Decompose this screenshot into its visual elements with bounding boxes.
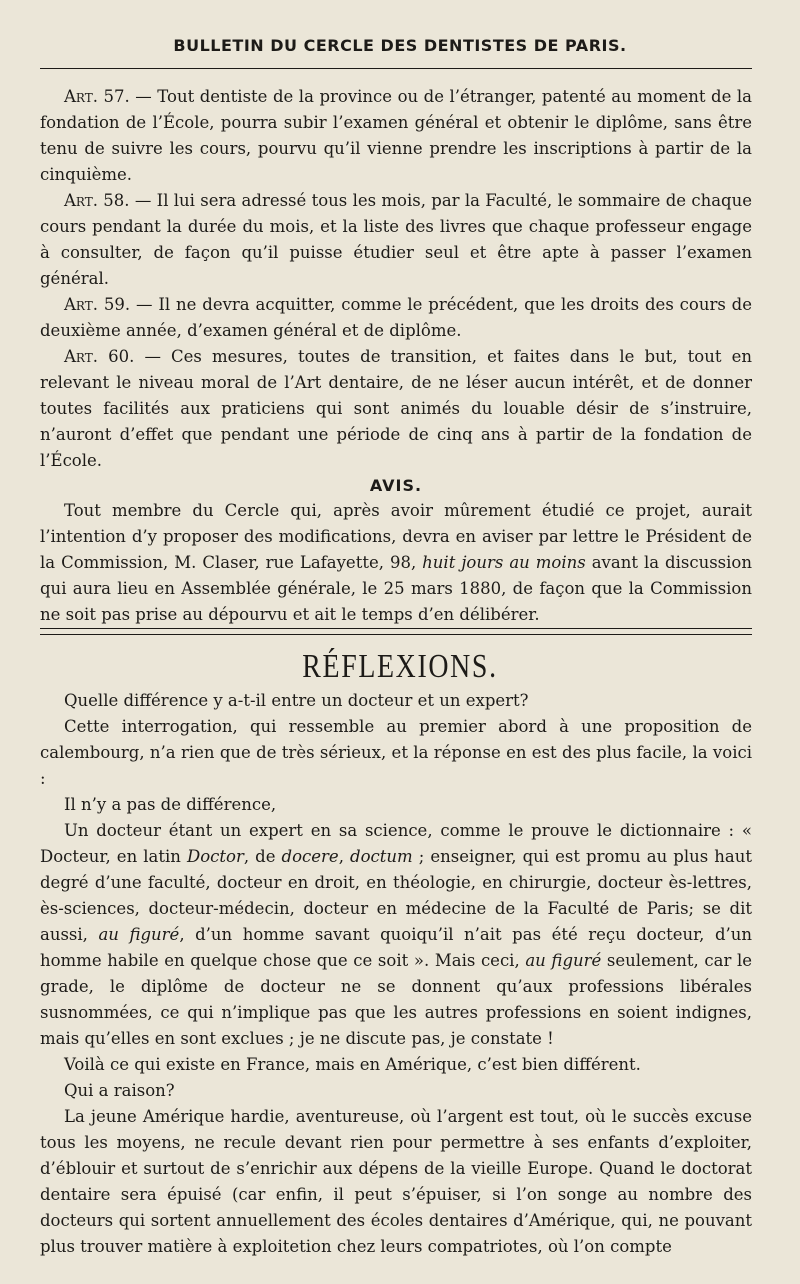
article-text: — Il lui sera adressé tous les mois, par la Faculté, le sommaire de chaque cours pendant la durée du mois, et la liste des livres que chaque professeur engage à consulter, de façon qu’il puisse étudier seul et être apte à passer l’examen général. <box>40 191 752 288</box>
article-label: Art. 60. <box>64 347 135 366</box>
running-header: BULLETIN DU CERCLE DES DENTISTES DE PARIS. <box>173 36 627 55</box>
text-run: seulement, car le grade, le diplôme de docteur ne se donnent qu’aux professions libérales susnommées, ce qui n’implique pas que les autres professions en soient indignes, mais qu’elles en sont exclues ; je ne discute pas, je constate ! <box>40 951 753 1048</box>
reflexions-p7: La jeune Amérique hardie, aventureuse, où l’argent est tout, où le succès excuse tous les moyens, ne recule devant rien pour permettre à ses enfants d’exploiter, d’éblouir et surtout de s’enrichir aux dépens de la vieille Europe. Quand le doctorat dentaire sera épuisé (car enfin, il peut s’épuiser, si l’on songe au nombre des docteurs qui sortent annuellement des écoles dentaires d’Amérique, qui, ne pouvant plus trouver matière à exploitetion chez leurs compatriotes, où l’on compte <box>40 1107 752 1256</box>
text-run: , d’un homme savant quoiqu’il n’ait pas été reçu docteur, d’un homme habile en quelque chose que ce soit ». Mais ceci, <box>40 925 753 970</box>
italic-run: doctum <box>350 847 413 866</box>
article-58 <box>40 188 752 292</box>
article-text: — Il ne devra acquitter, comme le précédent, que les droits des cours de deuxième année, d’examen général et de diplôme. <box>40 295 752 340</box>
italic-run: au figuré <box>525 951 602 970</box>
article-text: — Ces mesures, toutes de transition, et faites dans le but, tout en relevant le niveau moral de l’Art dentaire, de ne léser aucun intérêt, et de donner toutes facilités aux praticiens qui sont animés du louable désir de s’instruire, n’auront d’effet que pendant une période de cinq ans à partir de la fondation de l’École. <box>40 347 752 470</box>
italic-run: au figuré <box>98 925 180 944</box>
reflexions-p6: Qui a raison? <box>64 1081 175 1100</box>
reflexions-p4 <box>40 818 752 1052</box>
avis-text: Tout membre du Cercle qui, après avoir mûrement étudié ce projet, aurait l’intention d’y proposer des modifications, devra en aviser par lettre le Président de la Commission, M. Claser, rue Lafayette, 98, <box>40 501 752 572</box>
italic-run: docere <box>281 847 339 866</box>
avis-heading: AVIS. <box>369 476 423 495</box>
reflexions-p3: Il n’y a pas de différence, <box>64 795 277 814</box>
article-59 <box>40 292 752 344</box>
text-run: ; enseigner, qui est promu au plus haut degré d’une faculté, docteur en droit, en théologie, en chirurgie, docteur ès-lettres, ès-sciences, docteur-médecin, docteur en médecine de la Faculté de Paris; se dit aussi, <box>40 847 752 944</box>
text-run: , <box>338 847 351 866</box>
reflexions-section <box>40 688 752 1260</box>
articles-section <box>40 84 752 628</box>
text-run: , de <box>243 847 282 866</box>
italic-run: Doctor <box>186 847 244 866</box>
article-label: Art. 57. <box>64 87 130 106</box>
article-57 <box>40 84 752 188</box>
header-rule <box>40 68 752 69</box>
avis-emphasis: huit jours au moins <box>422 553 586 572</box>
text-run: Un docteur étant un expert en sa science, comme le prouve le dictionnaire : « Docteur, en latin <box>40 821 752 866</box>
reflexions-p5: Voilà ce qui existe en France, mais en Amérique, c’est bien différent. <box>64 1055 641 1074</box>
reflexions-p2: Cette interrogation, qui ressemble au premier abord à une proposition de calembourg, n’a rien que de très sérieux, et la réponse en est des plus facile, la voici : <box>40 717 752 788</box>
article-text: — Tout dentiste de la province ou de l’étranger, patenté au moment de la fondation de l’École, pourra subir l’examen général et obtenir le diplôme, sans être tenu de suivre les cours, pourvu qu’il vienne prendre les inscriptions à partir de la cinquième. <box>40 87 752 184</box>
article-label: Art. 58. <box>64 191 130 210</box>
article-label: Art. 59. <box>64 295 131 314</box>
avis-text-end: avant la discussion qui aura lieu en Assemblée générale, le 25 mars 1880, de façon que la Commission ne soit pas prise au dépourvu et ait le temps d’en délibérer. <box>40 553 752 624</box>
reflexions-p1: Quelle différence y a-t-il entre un docteur et un expert? <box>64 691 529 710</box>
reflexions-heading: RÉFLEXIONS. <box>302 648 498 685</box>
section-divider <box>40 628 752 635</box>
article-60 <box>40 344 752 474</box>
avis-paragraph <box>40 498 752 628</box>
